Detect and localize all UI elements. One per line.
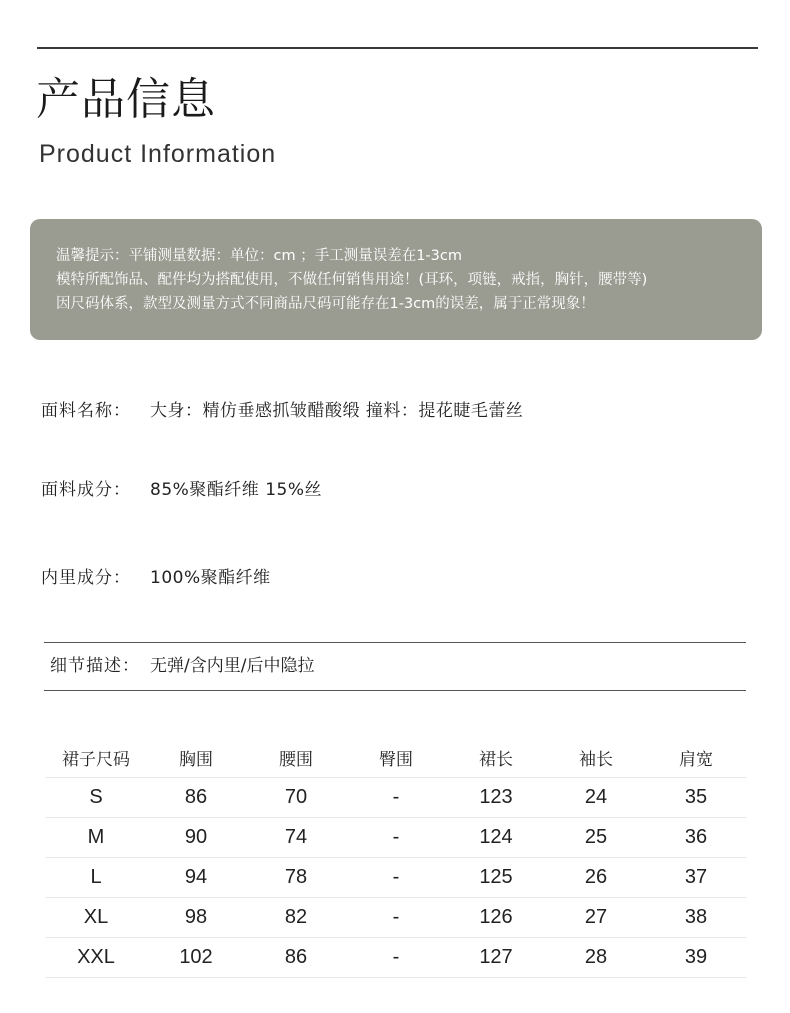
- detail-value: 无弹/含内里/后中隐拉: [150, 656, 315, 676]
- table-cell: 39: [646, 938, 746, 978]
- table-cell: -: [346, 778, 446, 818]
- top-divider: [37, 47, 758, 49]
- table-cell: 28: [546, 938, 646, 978]
- table-cell: 90: [146, 818, 246, 858]
- table-cell: 36: [646, 818, 746, 858]
- fabric-composition-value: 85%聚酯纤维 15%丝: [150, 480, 322, 500]
- fabric-name-value: 大身：精仿垂感抓皱醋酸缎 撞料：提花睫毛蕾丝: [150, 401, 524, 421]
- column-header: 袖长: [546, 737, 646, 778]
- table-cell: 35: [646, 778, 746, 818]
- column-header: 裙长: [446, 737, 546, 778]
- table-cell: 125: [446, 858, 546, 898]
- table-cell: 70: [246, 778, 346, 818]
- table-row: [46, 818, 746, 858]
- table-cell: M: [46, 818, 146, 858]
- table-row: [46, 938, 746, 978]
- column-header: 肩宽: [646, 737, 746, 778]
- table-cell: 86: [246, 938, 346, 978]
- table-cell: 82: [246, 898, 346, 938]
- column-header: 胸围: [146, 737, 246, 778]
- table-cell: L: [46, 858, 146, 898]
- table-cell: 38: [646, 898, 746, 938]
- notice-line: 温馨提示：平铺测量数据：单位：cm ；手工测量误差在1-3cm: [56, 248, 462, 264]
- notice-box: [30, 219, 762, 340]
- table-cell: 124: [446, 818, 546, 858]
- table-cell: 26: [546, 858, 646, 898]
- page-title: 产品信息: [36, 74, 216, 125]
- notice-line: 因尺码体系，款型及测量方式不同商品尺码可能存在1-3cm的误差，属于正常现象！: [56, 296, 595, 312]
- detail-divider-top: [44, 642, 746, 643]
- lining-composition-label: 内里成分：: [41, 568, 131, 588]
- table-cell: 86: [146, 778, 246, 818]
- fabric-composition-row: [41, 478, 322, 502]
- table-cell: -: [346, 938, 446, 978]
- table-cell: -: [346, 898, 446, 938]
- table-cell: XL: [46, 898, 146, 938]
- table-cell: 27: [546, 898, 646, 938]
- table-cell: -: [346, 818, 446, 858]
- fabric-name-label: 面料名称：: [41, 401, 131, 421]
- table-row: [46, 898, 746, 938]
- notice-line: 模特所配饰品、配件均为搭配使用，不做任何销售用途！(耳环，项链，戒指，胸针，腰带等): [56, 272, 648, 288]
- table-cell: 74: [246, 818, 346, 858]
- detail-divider-bottom: [44, 690, 746, 691]
- table-cell: S: [46, 778, 146, 818]
- table-cell: 37: [646, 858, 746, 898]
- table-row: [46, 858, 746, 898]
- page-subtitle: Product Information: [39, 140, 277, 168]
- table-cell: XXL: [46, 938, 146, 978]
- table-cell: 98: [146, 898, 246, 938]
- lining-composition-value: 100%聚酯纤维: [150, 568, 271, 588]
- table-cell: 127: [446, 938, 546, 978]
- detail-row: [50, 654, 314, 678]
- lining-composition-row: [41, 566, 271, 590]
- column-header: 腰围: [246, 737, 346, 778]
- column-header: 裙子尺码: [46, 737, 146, 778]
- column-header: 臀围: [346, 737, 446, 778]
- table-cell: 126: [446, 898, 546, 938]
- table-cell: -: [346, 858, 446, 898]
- table-cell: 25: [546, 818, 646, 858]
- fabric-composition-label: 面料成分：: [41, 480, 131, 500]
- table-cell: 78: [246, 858, 346, 898]
- table-row: [46, 778, 746, 818]
- table-cell: 123: [446, 778, 546, 818]
- size-table-header: [46, 737, 746, 778]
- detail-label: 细节描述：: [50, 656, 140, 676]
- fabric-name-row: [41, 399, 523, 423]
- table-cell: 94: [146, 858, 246, 898]
- size-table: [46, 737, 746, 978]
- table-cell: 102: [146, 938, 246, 978]
- table-cell: 24: [546, 778, 646, 818]
